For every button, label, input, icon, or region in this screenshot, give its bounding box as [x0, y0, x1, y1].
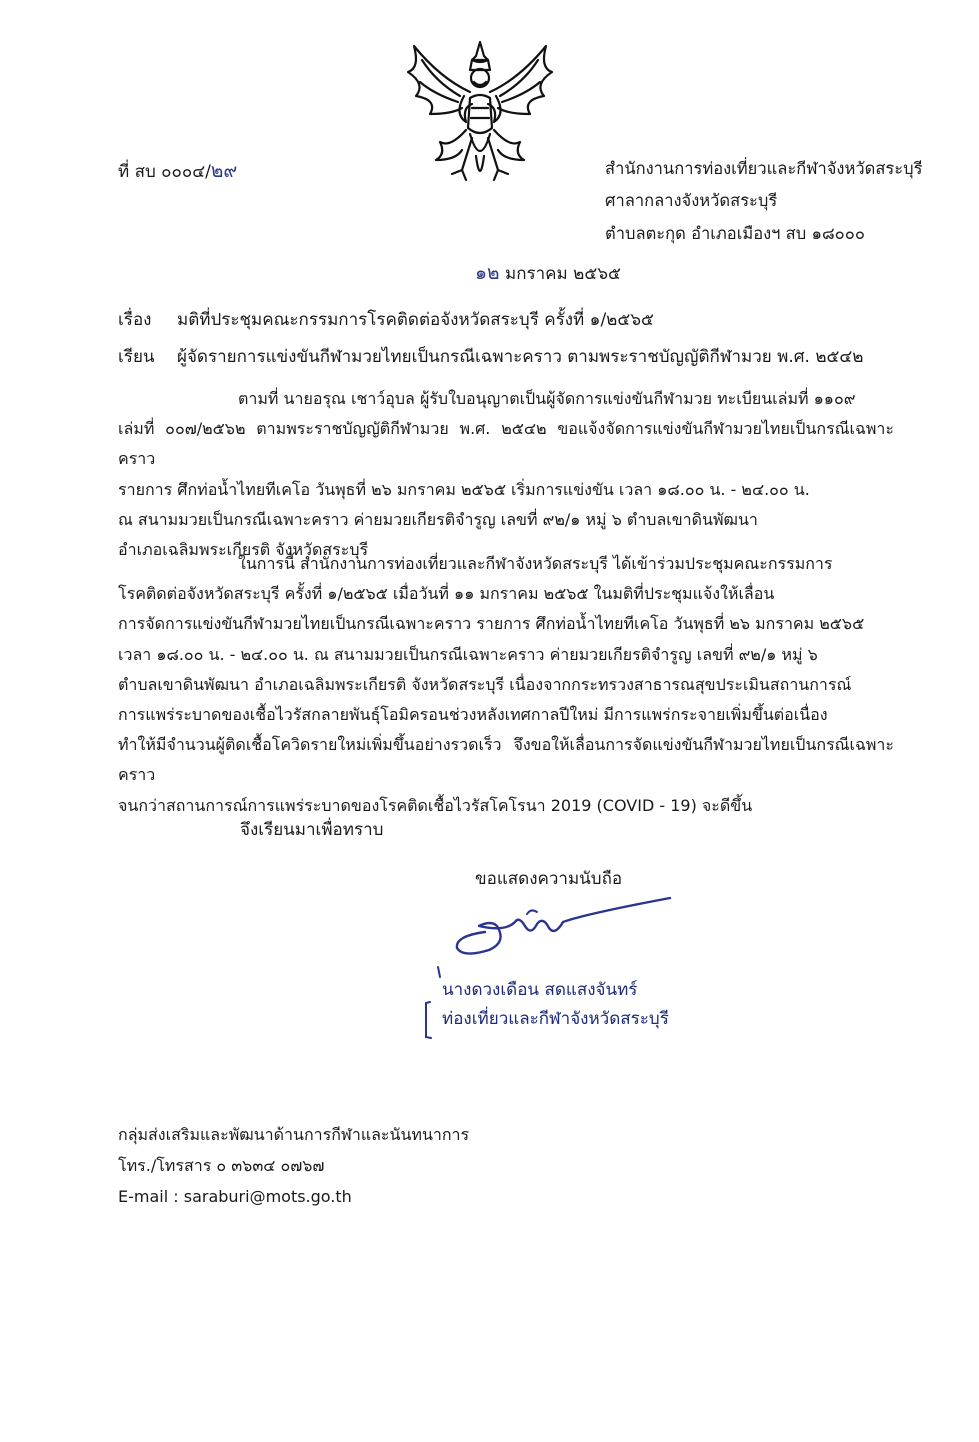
reference-prefix: ที่ สบ ๐๐๐๔/ — [118, 162, 211, 182]
paragraph-line: ตำบลเขาดินพัฒนา อำเภอเฉลิมพระเกียรติ จังหวัดสระบุรี เนื่องจากกระทรวงสาธารณสุขประเมินสถานการณ์ — [118, 674, 852, 694]
paragraph-line: โรคติดต่อจังหวัดสระบุรี ครั้งที่ ๑/๒๕๖๕ เมื่อวันที่ ๑๑ มกราคม ๒๕๖๕ ในมติที่ประชุมแจ้งให้เลื่อน — [118, 584, 775, 604]
pen-bracket — [423, 1000, 433, 1040]
sign-off: ขอแสดงความนับถือ — [475, 869, 623, 889]
reference-number — [118, 158, 237, 185]
footer-email: E-mail : saraburi@mots.go.th — [118, 1187, 352, 1206]
subject-label: เรื่อง — [118, 310, 152, 330]
date-month-year: มกราคม ๒๕๖๕ — [499, 264, 621, 284]
paragraph-line: ทำให้มีจำนวนผู้ติดเชื้อโควิดรายใหม่เพิ่มขึ้นอย่างรวดเร็ว จึงขอให้เลื่อนการจัดแข่งขันกีฬามวยไทยเป็นกรณีเฉพาะคราว — [118, 735, 894, 785]
paragraph-line: รายการ ศึกท่อน้ำไทยทีเคโอ วันพุธที่ ๒๖ มกราคม ๒๕๖๕ เริ่มการแข่งขัน เวลา ๑๘.๐๐ น. - ๒๔.๐๐ น. — [118, 479, 810, 499]
paragraph-line: อำเภอเฉลิมพระเกียรติ จังหวัดสระบุรี — [118, 540, 369, 560]
recipient-text: ผู้จัดรายการแข่งขันกีฬามวยไทยเป็นกรณีเฉพาะคราว ตามพระราชบัญญัติกีฬามวย พ.ศ. ๒๕๔๒ — [177, 347, 864, 367]
date-day-handwritten: ๑๒ — [475, 262, 500, 284]
subject-text: มติที่ประชุมคณะกรรมการโรคติดต่อจังหวัดสระบุรี ครั้งที่ ๑/๒๕๖๕ — [177, 310, 654, 330]
body-paragraph-1 — [118, 384, 894, 565]
office-building: ศาลากลางจังหวัดสระบุรี — [605, 191, 778, 210]
closing-line: จึงเรียนมาเพื่อทราบ — [240, 820, 384, 840]
footer-department: กลุ่มส่งเสริมและพัฒนาด้านการกีฬาและนันทนาการ — [118, 1125, 470, 1144]
letter-date — [475, 260, 621, 287]
paragraph-line: ตามที่ นายอรุณ เชาว์อุบล ผู้รับใบอนุญาตเป็นผู้จัดการแข่งขันกีฬามวย ทะเบียนเล่มที่ ๑๑๐๙ — [238, 389, 856, 408]
office-address: ตำบลตะกุด อำเภอเมืองฯ สบ ๑๘๐๐๐ — [605, 224, 865, 243]
reference-number-handwritten: ๒๙ — [210, 160, 238, 182]
paragraph-line: การจัดการแข่งขันกีฬามวยไทยเป็นกรณีเฉพาะคราว รายการ ศึกท่อน้ำไทยทีเคโอ วันพุธที่ ๒๖ มกราคม ๒๕๖๕ — [118, 614, 865, 634]
handwritten-signature — [445, 892, 675, 962]
office-name: สำนักงานการท่องเที่ยวและกีฬาจังหวัดสระบุรี — [605, 159, 923, 178]
recipient-label: เรียน — [118, 347, 155, 367]
footer-phone: โทร./โทรสาร ๐ ๓๖๓๔ ๐๗๖๗ — [118, 1156, 325, 1175]
paragraph-line: เล่มที่ ๐๐๗/๒๕๖๒ ตามพระราชบัญญัติกีฬามวย พ.ศ. ๒๕๔๒ ขอแจ้งจัดการแข่งขันกีฬามวยไทยเป็นกรณีเฉพาะคราว — [118, 419, 894, 469]
paragraph-line: การแพร่ระบาดของเชื้อไวรัสกลายพันธุ์โอมิครอนช่วงหลังเทศกาลปีใหม่ มีการแพร่กระจายเพิ่มขึ้นต่อเนื่อง — [118, 705, 828, 725]
signer-name: นางดวงเดือน สดแสงจันทร์ — [442, 980, 638, 1000]
garuda-emblem — [400, 38, 560, 188]
paragraph-line: จนกว่าสถานการณ์การแพร่ระบาดของโรคติดเชื้อไวรัสโคโรนา 2019 (COVID - 19) จะดีขึ้น — [118, 795, 753, 815]
paragraph-line: ณ สนามมวยเป็นกรณีเฉพาะคราว ค่ายมวยเกียรติจำรูญ เลขที่ ๙๒/๑ หมู่ ๖ ตำบลเขาดินพัฒนา — [118, 509, 758, 529]
body-paragraph-2 — [118, 549, 894, 821]
signer-position: ท่องเที่ยวและกีฬาจังหวัดสระบุรี — [442, 1009, 669, 1029]
paragraph-line: ในการนี้ สำนักงานการท่องเที่ยวและกีฬาจังหวัดสระบุรี ได้เข้าร่วมประชุมคณะกรรมการ — [238, 554, 833, 573]
paragraph-line: เวลา ๑๘.๐๐ น. - ๒๔.๐๐ น. ณ สนามมวยเป็นกรณีเฉพาะคราว ค่ายมวยเกียรติจำรูญ เลขที่ ๙๒/๑ หมู่ ๖ — [118, 644, 818, 664]
